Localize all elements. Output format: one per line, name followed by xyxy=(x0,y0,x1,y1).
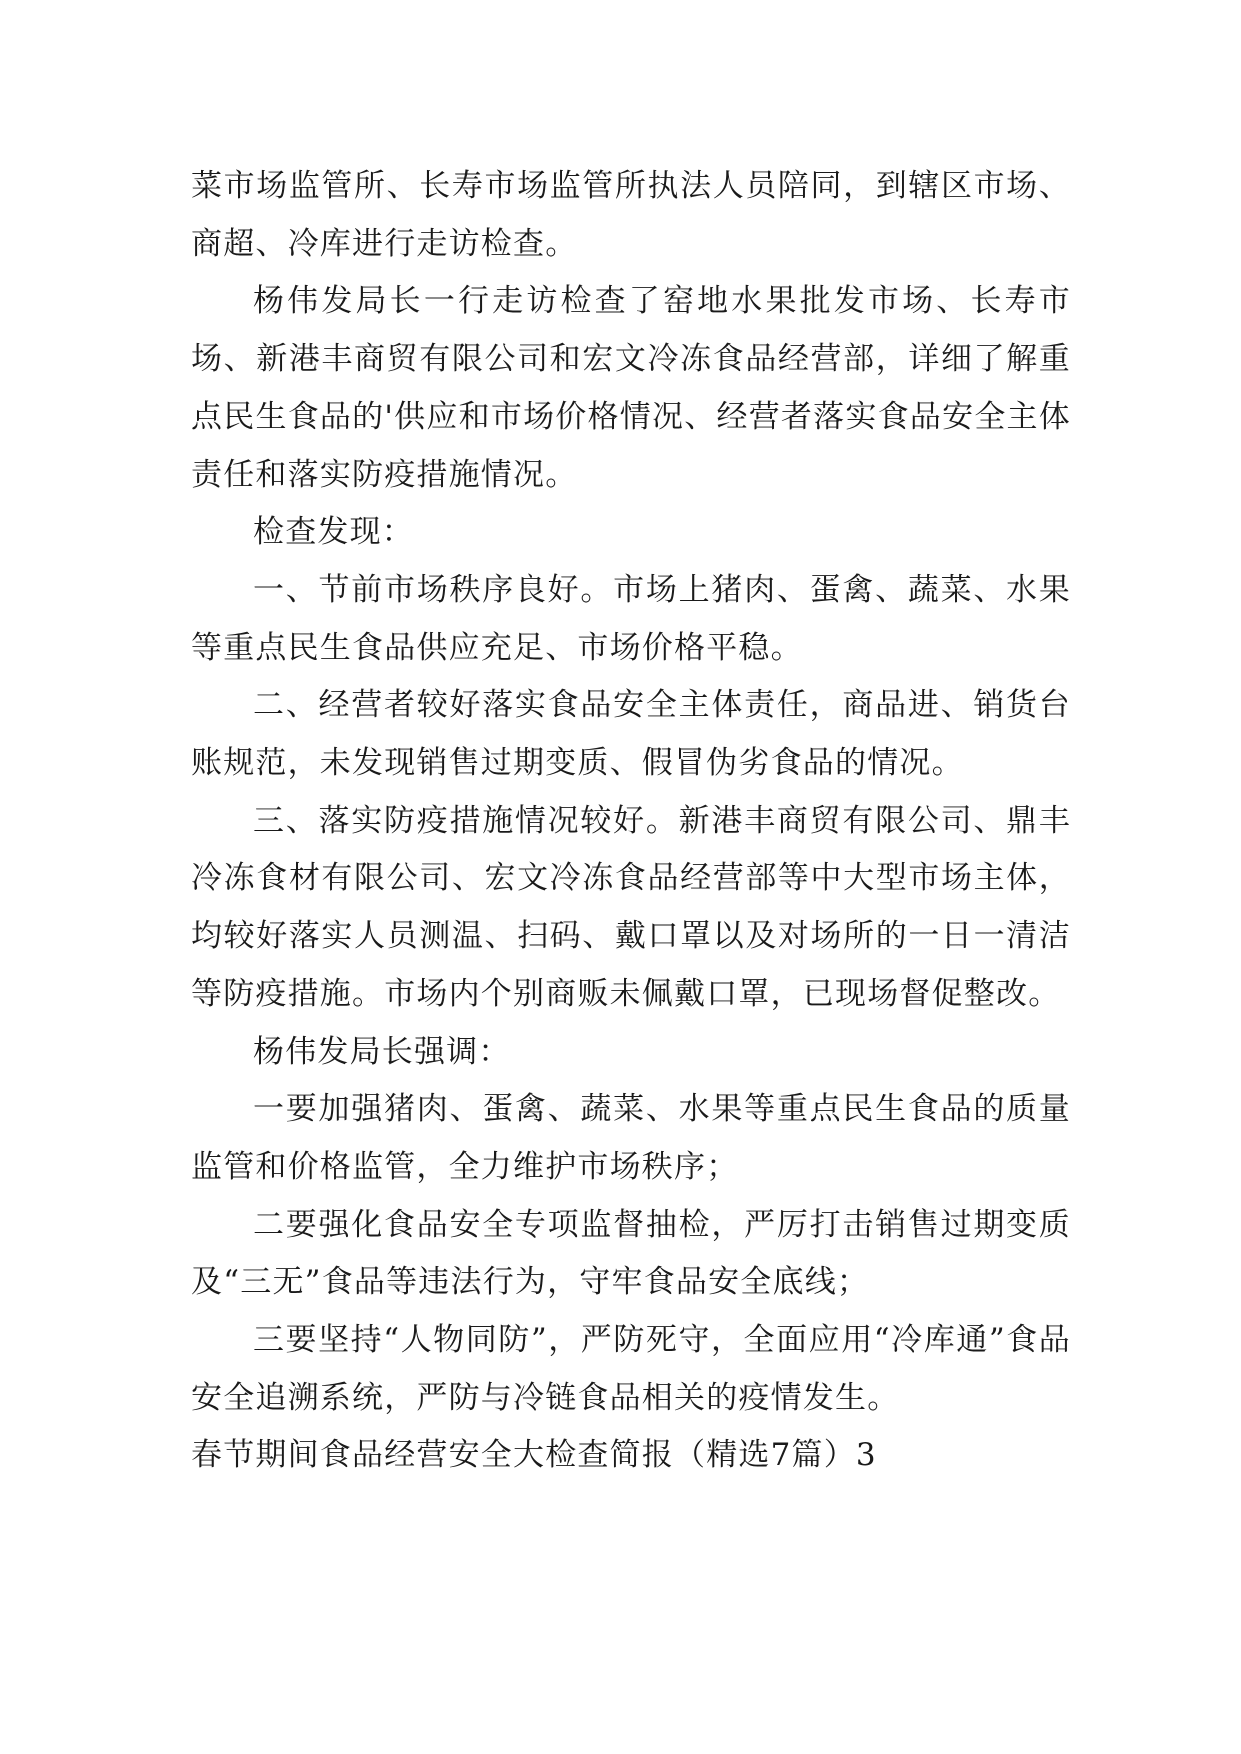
section-title: 春节期间食品经营安全大检查简报（精选7篇）3 xyxy=(191,1437,877,1474)
paragraph-7: 杨伟发局长强调： xyxy=(253,1033,511,1070)
paragraph-9: 二要强化食品安全专项监督抽检，严厉打击销售过期变质及“三无”食品等违法行为，守牢食品安全底线； xyxy=(191,1206,1071,1301)
paragraph-5: 二、经营者较好落实食品安全主体责任，商品进、销货台账规范，未发现销售过期变质、假冒伪劣食品的情况。 xyxy=(191,687,1071,782)
paragraph-10: 三要坚持“人物同防”，严防死守，全面应用“冷库通”食品安全追溯系统，严防与冷链食品相关的疫情发生。 xyxy=(191,1322,1071,1416)
paragraph-4: 一、节前市场秩序良好。市场上猪肉、蛋禽、蔬菜、水果等重点民生食品供应充足、市场价格平稳。 xyxy=(191,571,1071,666)
paragraph-2: 杨伟发局长一行走访检查了窑地水果批发市场、长寿市场、新港丰商贸有限公司和宏文冷冻食品经营部，详细了解重点民生食品的'供应和市场价格情况、经营者落实食品安全主体责任和落实防疫措施情况。 xyxy=(191,283,1071,493)
paragraph-3: 检查发现： xyxy=(253,514,414,551)
paragraph-1: 菜市场监管所、长寿市场监管所执法人员陪同，到辖区市场、商超、冷库进行走访检查。 xyxy=(191,168,1071,262)
document-body xyxy=(191,158,1071,1485)
paragraph-6: 三、落实防疫措施情况较好。新港丰商贸有限公司、鼎丰冷冻食材有限公司、宏文冷冻食品经营部等中大型市场主体，均较好落实人员测温、扫码、戴口罩以及对场所的一日一清洁等防疫措施。市场内个别商贩未佩戴口罩，已现场督促整改。 xyxy=(191,802,1071,1012)
paragraph-8: 一要加强猪肉、蛋禽、蔬菜、水果等重点民生食品的质量监管和价格监管，全力维护市场秩序； xyxy=(191,1091,1071,1185)
